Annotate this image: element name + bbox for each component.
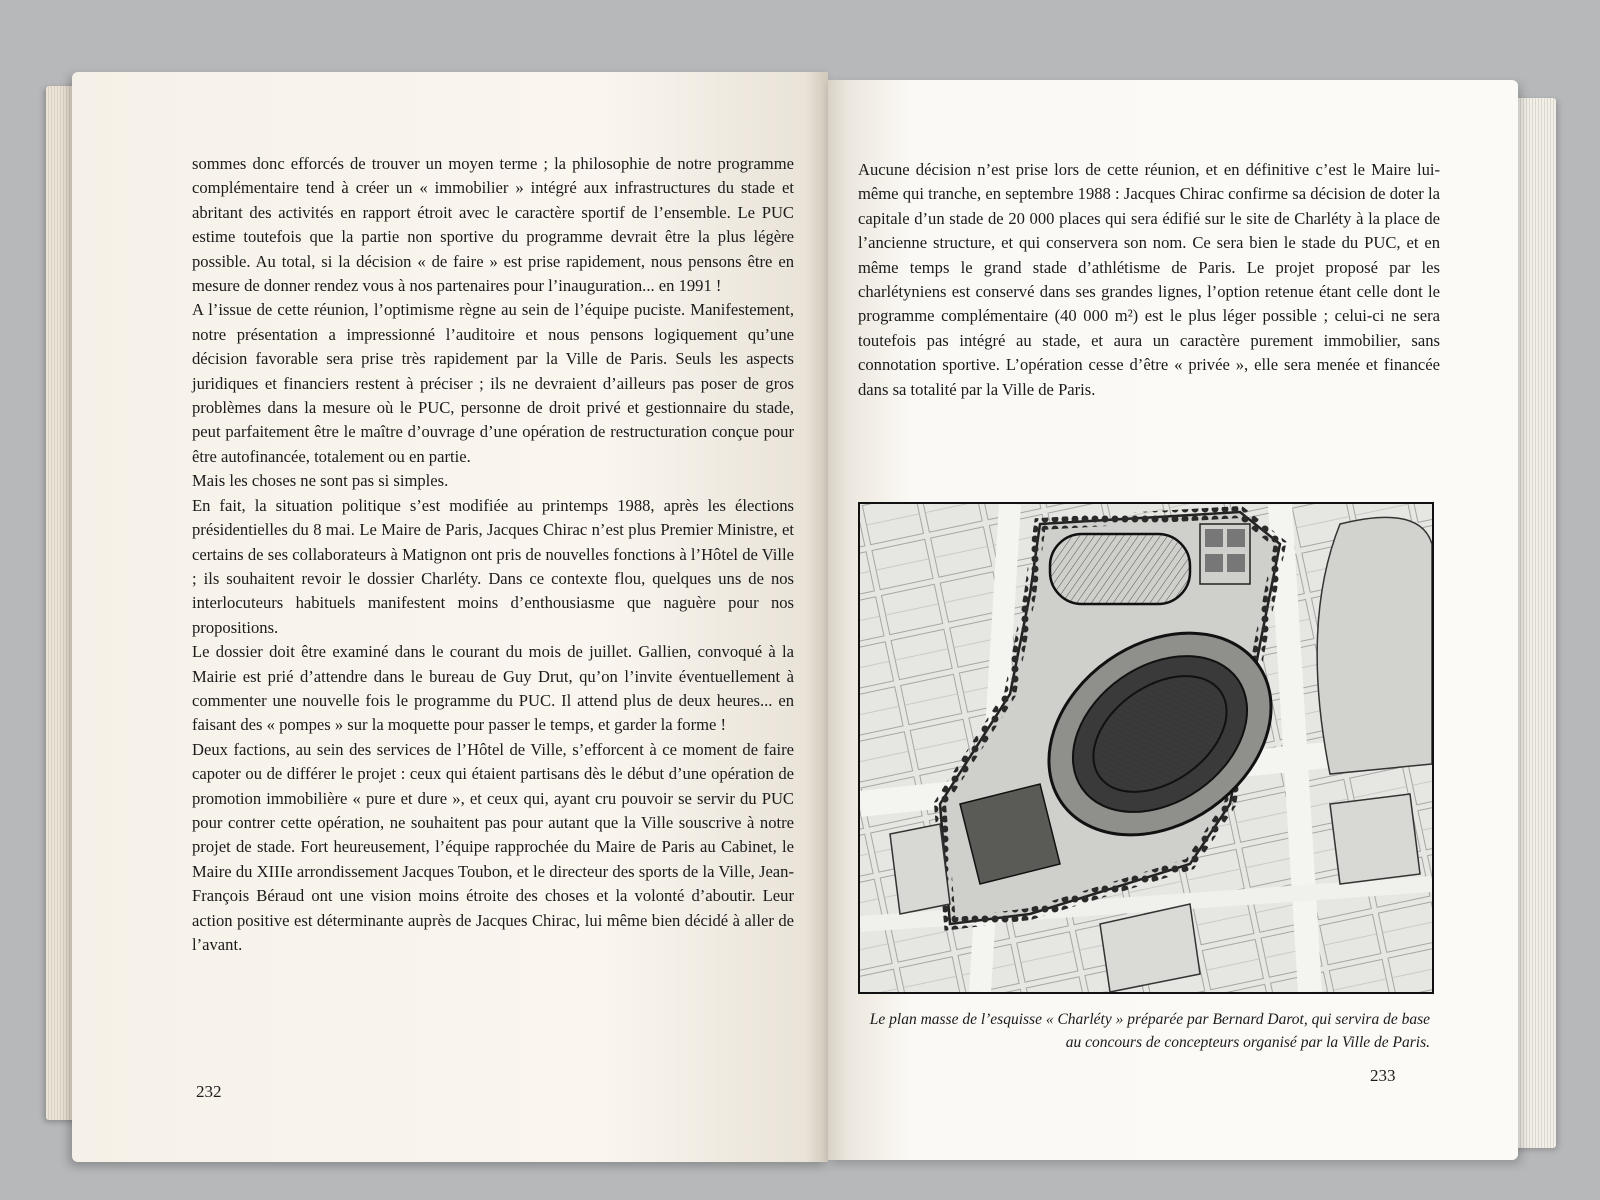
- paragraph: Mais les choses ne sont pas si simples.: [192, 471, 449, 491]
- page-number-right: 233: [1370, 1066, 1396, 1085]
- stadium-site-plan-illustration: [858, 502, 1434, 994]
- paragraph: sommes donc efforcés de trouver un moyen terme ; la philosophie de notre programme complémentaire tend à créer un « immobilier » intégré aux infrastructures du stade et abritant des activités en rapport étroit avec le caractère sportif de l’ensemble. Le PUC estime toutefois que la partie non sportive du programme devrait être la plus légère possible. Au total, si la décision « de faire » est prise rapidement, nous pensons être en mesure de donner rendez vous à nos partenaires pour l’inauguration... en 1991 !: [192, 154, 794, 296]
- paragraph: Deux factions, au sein des services de l’Hôtel de Ville, s’efforcent à ce moment de faire capoter ou de différer le projet : ceux qui étaient partisans dès le début d’une opération de promotion immobilière « pure et dure », et ceux qui, ayant cru pouvoir se servir du PUC pour contrer cette opération, ne souhaitent pas pour autant que la Ville souscrive à notre projet de stade. Fort heureusement, l’équipe rapprochée du Maire de Paris au Cabinet, le Maire du XIIIe arrondissement Jacques Toubon, et le directeur des sports de la Ville, Jean-François Béraud ont une vision moins étroite des choses et la volonté d’aboutir. Leur action positive est déterminante auprès de Jacques Chirac, lui même bien décidé à aller de l’avant.: [192, 739, 794, 954]
- paragraph: Le dossier doit être examiné dans le courant du mois de juillet. Gallien, convoqué à la Mairie est prié d’attendre dans le bureau de Guy Drut, qu’on l’invite éventuellement à commenter une nouvelle fois le programme du PUC. Il attend plus de deux heures... en faisant des « pompes » sur la moquette pour passer le temps, et garder la forme !: [192, 642, 794, 735]
- figure-caption: Le plan masse de l’esquisse « Charléty » préparée par Bernard Darot, qui servira de base au concours de concepteurs organisé par la Ville de Paris.: [869, 1011, 1430, 1051]
- left-page: [72, 72, 828, 1162]
- page-number-left: 232: [196, 1082, 222, 1101]
- left-page-text: [192, 152, 794, 957]
- site-plan-drawing: [860, 504, 1432, 992]
- right-page-text: [858, 158, 1440, 402]
- paragraph: En fait, la situation politique s’est modifiée au printemps 1988, après les élections présidentielles du 8 mai. Le Maire de Paris, Jacques Chirac n’est plus Premier Ministre, et certains de ses collaborateurs à Matignon ont pris de nouvelles fonctions à l’Hôtel de Ville ; ils souhaitent revoir le dossier Charléty. Dans ce contexte flou, quelques uns de nos interlocuteurs habituels manifestent moins d’enthousiasme que naguère pour nos propositions.: [192, 495, 794, 637]
- paragraph: Aucune décision n’est prise lors de cette réunion, et en définitive c’est le Maire lui-même qui tranche, en septembre 1988 : Jacques Chirac confirme sa décision de doter la capitale d’un stade de 20 000 places qui sera édifié sur le site de Charléty à la place de l’ancienne structure, et qui conservera son nom. Ce sera bien le stade du PUC, et en même temps le grand stade d’athlétisme de Paris. Le projet proposé par les charlétyniens est conservé dans ses grandes lignes, l’option retenue étant celle dont le programme complémentaire (40 000 m²) est le plus léger possible ; celui-ci ne sera toutefois pas intégré au stade, et aura un caractère purement immobilier, sans connotation sportive. L’opération cesse d’être « privée », elle sera menée et financée dans sa totalité par la Ville de Paris.: [858, 160, 1440, 399]
- right-page: [828, 80, 1518, 1160]
- paragraph: A l’issue de cette réunion, l’optimisme règne au sein de l’équipe puciste. Manifestement, notre présentation a impressionné l’auditoire et nous pensons logiquement qu’une décision favorable sera prise très rapidement par la Ville de Paris. Seuls les aspects juridiques et financiers restent à préciser ; ils ne devraient d’ailleurs pas poser de gros problèmes dans la mesure où le PUC, personne de droit privé et gestionnaire du stade, peut parfaitement être le maître d’ouvrage d’une opération de restructuration conçue pour être autofinancée, totalement ou en partie.: [192, 300, 794, 466]
